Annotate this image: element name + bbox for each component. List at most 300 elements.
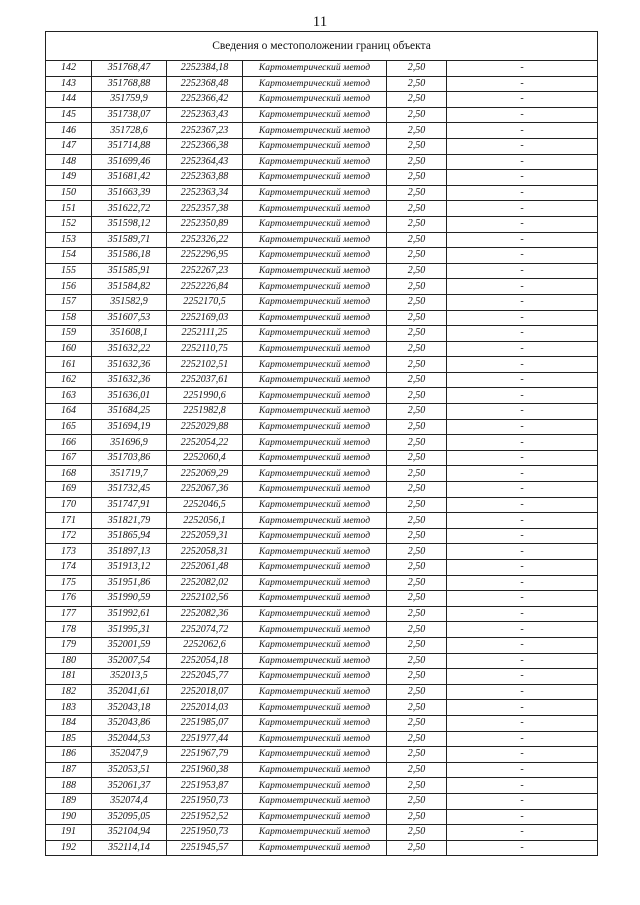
accuracy-cell: 2,50 [387, 310, 447, 326]
table-row [46, 637, 598, 653]
method-cell: Картометрический метод [243, 357, 387, 373]
table-row [46, 497, 598, 513]
table-row [46, 357, 598, 373]
x-coordinate-cell: 351738,07 [92, 107, 167, 123]
y-coordinate-cell: 2252059,31 [167, 528, 243, 544]
point-number-cell: 179 [46, 637, 92, 653]
accuracy-cell: 2,50 [387, 731, 447, 747]
x-coordinate-cell: 351608,1 [92, 326, 167, 342]
accuracy-cell: 2,50 [387, 528, 447, 544]
note-cell: - [447, 341, 598, 357]
method-cell: Картометрический метод [243, 544, 387, 560]
x-coordinate-cell: 352044,53 [92, 731, 167, 747]
point-number-cell: 183 [46, 700, 92, 716]
table-row [46, 591, 598, 607]
point-number-cell: 151 [46, 201, 92, 217]
x-coordinate-cell: 351995,31 [92, 622, 167, 638]
note-cell: - [447, 388, 598, 404]
x-coordinate-cell: 351897,13 [92, 544, 167, 560]
x-coordinate-cell: 351684,25 [92, 404, 167, 420]
method-cell: Картометрический метод [243, 138, 387, 154]
method-cell: Картометрический метод [243, 201, 387, 217]
x-coordinate-cell: 351768,88 [92, 76, 167, 92]
x-coordinate-cell: 351696,9 [92, 435, 167, 451]
accuracy-cell: 2,50 [387, 575, 447, 591]
accuracy-cell: 2,50 [387, 107, 447, 123]
note-cell: - [447, 450, 598, 466]
point-number-cell: 182 [46, 684, 92, 700]
table-row [46, 466, 598, 482]
note-cell: - [447, 294, 598, 310]
note-cell: - [447, 528, 598, 544]
method-cell: Картометрический метод [243, 263, 387, 279]
table-body [46, 61, 598, 856]
accuracy-cell: 2,50 [387, 809, 447, 825]
accuracy-cell: 2,50 [387, 279, 447, 295]
accuracy-cell: 2,50 [387, 840, 447, 856]
y-coordinate-cell: 2252045,77 [167, 669, 243, 685]
accuracy-cell: 2,50 [387, 185, 447, 201]
y-coordinate-cell: 2252054,22 [167, 435, 243, 451]
method-cell: Картометрический метод [243, 216, 387, 232]
note-cell: - [447, 201, 598, 217]
page-number: 11 [312, 14, 328, 30]
note-cell: - [447, 138, 598, 154]
method-cell: Картометрический метод [243, 388, 387, 404]
y-coordinate-cell: 2251982,8 [167, 404, 243, 420]
accuracy-cell: 2,50 [387, 669, 447, 685]
accuracy-cell: 2,50 [387, 778, 447, 794]
point-number-cell: 187 [46, 762, 92, 778]
table-row [46, 61, 598, 77]
y-coordinate-cell: 2252061,48 [167, 560, 243, 576]
method-cell: Картометрический метод [243, 61, 387, 77]
accuracy-cell: 2,50 [387, 482, 447, 498]
y-coordinate-cell: 2252060,4 [167, 450, 243, 466]
x-coordinate-cell: 351728,6 [92, 123, 167, 139]
x-coordinate-cell: 351632,22 [92, 341, 167, 357]
note-cell: - [447, 793, 598, 809]
method-cell: Картометрический метод [243, 248, 387, 264]
x-coordinate-cell: 351719,7 [92, 466, 167, 482]
note-cell: - [447, 263, 598, 279]
table-row [46, 216, 598, 232]
table-row [46, 123, 598, 139]
point-number-cell: 153 [46, 232, 92, 248]
method-cell: Картометрический метод [243, 825, 387, 841]
x-coordinate-cell: 351703,86 [92, 450, 167, 466]
y-coordinate-cell: 2252169,03 [167, 310, 243, 326]
point-number-cell: 148 [46, 154, 92, 170]
point-number-cell: 149 [46, 170, 92, 186]
x-coordinate-cell: 351663,39 [92, 185, 167, 201]
point-number-cell: 152 [46, 216, 92, 232]
table-row [46, 762, 598, 778]
accuracy-cell: 2,50 [387, 435, 447, 451]
y-coordinate-cell: 2252363,88 [167, 170, 243, 186]
point-number-cell: 143 [46, 76, 92, 92]
method-cell: Картометрический метод [243, 372, 387, 388]
x-coordinate-cell: 351589,71 [92, 232, 167, 248]
x-coordinate-cell: 351759,9 [92, 92, 167, 108]
x-coordinate-cell: 351681,42 [92, 170, 167, 186]
accuracy-cell: 2,50 [387, 61, 447, 77]
table-row [46, 185, 598, 201]
point-number-cell: 192 [46, 840, 92, 856]
y-coordinate-cell: 2252018,07 [167, 684, 243, 700]
accuracy-cell: 2,50 [387, 606, 447, 622]
point-number-cell: 159 [46, 326, 92, 342]
y-coordinate-cell: 2251985,07 [167, 715, 243, 731]
point-number-cell: 160 [46, 341, 92, 357]
accuracy-cell: 2,50 [387, 154, 447, 170]
table-row [46, 310, 598, 326]
point-number-cell: 184 [46, 715, 92, 731]
table-title: Сведения о местоположении границ объекта [46, 32, 598, 61]
point-number-cell: 171 [46, 513, 92, 529]
note-cell: - [447, 544, 598, 560]
y-coordinate-cell: 2252054,18 [167, 653, 243, 669]
table-row [46, 388, 598, 404]
x-coordinate-cell: 351636,01 [92, 388, 167, 404]
table-row [46, 731, 598, 747]
y-coordinate-cell: 2252058,31 [167, 544, 243, 560]
method-cell: Картометрический метод [243, 840, 387, 856]
table-row [46, 747, 598, 763]
note-cell: - [447, 825, 598, 841]
y-coordinate-cell: 2252367,23 [167, 123, 243, 139]
x-coordinate-cell: 352001,59 [92, 637, 167, 653]
x-coordinate-cell: 351865,94 [92, 528, 167, 544]
x-coordinate-cell: 352074,4 [92, 793, 167, 809]
point-number-cell: 166 [46, 435, 92, 451]
point-number-cell: 164 [46, 404, 92, 420]
table-row [46, 669, 598, 685]
table-row [46, 653, 598, 669]
method-cell: Картометрический метод [243, 419, 387, 435]
accuracy-cell: 2,50 [387, 653, 447, 669]
note-cell: - [447, 76, 598, 92]
point-number-cell: 175 [46, 575, 92, 591]
accuracy-cell: 2,50 [387, 170, 447, 186]
table-row [46, 232, 598, 248]
table-row [46, 419, 598, 435]
note-cell: - [447, 591, 598, 607]
accuracy-cell: 2,50 [387, 326, 447, 342]
accuracy-cell: 2,50 [387, 684, 447, 700]
accuracy-cell: 2,50 [387, 248, 447, 264]
method-cell: Картометрический метод [243, 435, 387, 451]
method-cell: Картометрический метод [243, 809, 387, 825]
x-coordinate-cell: 352095,05 [92, 809, 167, 825]
table-row [46, 793, 598, 809]
method-cell: Картометрический метод [243, 560, 387, 576]
point-number-cell: 154 [46, 248, 92, 264]
point-number-cell: 180 [46, 653, 92, 669]
point-number-cell: 189 [46, 793, 92, 809]
x-coordinate-cell: 351584,82 [92, 279, 167, 295]
accuracy-cell: 2,50 [387, 76, 447, 92]
note-cell: - [447, 715, 598, 731]
method-cell: Картометрический метод [243, 513, 387, 529]
note-cell: - [447, 61, 598, 77]
y-coordinate-cell: 2252082,02 [167, 575, 243, 591]
y-coordinate-cell: 2252296,95 [167, 248, 243, 264]
x-coordinate-cell: 352041,61 [92, 684, 167, 700]
point-number-cell: 178 [46, 622, 92, 638]
x-coordinate-cell: 352043,86 [92, 715, 167, 731]
note-cell: - [447, 575, 598, 591]
method-cell: Картометрический метод [243, 762, 387, 778]
y-coordinate-cell: 2252170,5 [167, 294, 243, 310]
y-coordinate-cell: 2252082,36 [167, 606, 243, 622]
accuracy-cell: 2,50 [387, 294, 447, 310]
method-cell: Картометрический метод [243, 170, 387, 186]
note-cell: - [447, 92, 598, 108]
method-cell: Картометрический метод [243, 715, 387, 731]
note-cell: - [447, 326, 598, 342]
note-cell: - [447, 279, 598, 295]
x-coordinate-cell: 352047,9 [92, 747, 167, 763]
accuracy-cell: 2,50 [387, 700, 447, 716]
y-coordinate-cell: 2252102,56 [167, 591, 243, 607]
method-cell: Картометрический метод [243, 669, 387, 685]
point-number-cell: 191 [46, 825, 92, 841]
table-row [46, 450, 598, 466]
note-cell: - [447, 840, 598, 856]
method-cell: Картометрический метод [243, 279, 387, 295]
method-cell: Картометрический метод [243, 450, 387, 466]
y-coordinate-cell: 2252029,88 [167, 419, 243, 435]
table-row [46, 606, 598, 622]
table-row [46, 154, 598, 170]
accuracy-cell: 2,50 [387, 232, 447, 248]
y-coordinate-cell: 2252056,1 [167, 513, 243, 529]
note-cell: - [447, 232, 598, 248]
y-coordinate-cell: 2252037,61 [167, 372, 243, 388]
note-cell: - [447, 372, 598, 388]
note-cell: - [447, 747, 598, 763]
table-row [46, 138, 598, 154]
accuracy-cell: 2,50 [387, 747, 447, 763]
note-cell: - [447, 357, 598, 373]
point-number-cell: 185 [46, 731, 92, 747]
point-number-cell: 173 [46, 544, 92, 560]
accuracy-cell: 2,50 [387, 357, 447, 373]
x-coordinate-cell: 351768,47 [92, 61, 167, 77]
y-coordinate-cell: 2251952,52 [167, 809, 243, 825]
method-cell: Картометрический метод [243, 622, 387, 638]
accuracy-cell: 2,50 [387, 404, 447, 420]
point-number-cell: 186 [46, 747, 92, 763]
x-coordinate-cell: 352043,18 [92, 700, 167, 716]
table-row [46, 372, 598, 388]
y-coordinate-cell: 2252326,22 [167, 232, 243, 248]
point-number-cell: 156 [46, 279, 92, 295]
note-cell: - [447, 216, 598, 232]
note-cell: - [447, 185, 598, 201]
accuracy-cell: 2,50 [387, 825, 447, 841]
boundary-coordinates-table [45, 31, 598, 856]
accuracy-cell: 2,50 [387, 622, 447, 638]
point-number-cell: 181 [46, 669, 92, 685]
x-coordinate-cell: 351747,91 [92, 497, 167, 513]
table-row [46, 294, 598, 310]
note-cell: - [447, 310, 598, 326]
x-coordinate-cell: 351598,12 [92, 216, 167, 232]
x-coordinate-cell: 351694,19 [92, 419, 167, 435]
y-coordinate-cell: 2252110,75 [167, 341, 243, 357]
point-number-cell: 168 [46, 466, 92, 482]
table-row [46, 528, 598, 544]
table-row [46, 684, 598, 700]
x-coordinate-cell: 351632,36 [92, 357, 167, 373]
note-cell: - [447, 669, 598, 685]
x-coordinate-cell: 351585,91 [92, 263, 167, 279]
point-number-cell: 162 [46, 372, 92, 388]
y-coordinate-cell: 2252366,42 [167, 92, 243, 108]
x-coordinate-cell: 352013,5 [92, 669, 167, 685]
method-cell: Картометрический метод [243, 154, 387, 170]
note-cell: - [447, 606, 598, 622]
table-row [46, 341, 598, 357]
accuracy-cell: 2,50 [387, 201, 447, 217]
note-cell: - [447, 466, 598, 482]
accuracy-cell: 2,50 [387, 762, 447, 778]
accuracy-cell: 2,50 [387, 216, 447, 232]
note-cell: - [447, 170, 598, 186]
note-cell: - [447, 482, 598, 498]
method-cell: Картометрический метод [243, 326, 387, 342]
method-cell: Картометрический метод [243, 341, 387, 357]
point-number-cell: 169 [46, 482, 92, 498]
x-coordinate-cell: 352061,37 [92, 778, 167, 794]
y-coordinate-cell: 2252014,03 [167, 700, 243, 716]
y-coordinate-cell: 2251953,87 [167, 778, 243, 794]
accuracy-cell: 2,50 [387, 263, 447, 279]
point-number-cell: 147 [46, 138, 92, 154]
note-cell: - [447, 248, 598, 264]
point-number-cell: 190 [46, 809, 92, 825]
method-cell: Картометрический метод [243, 684, 387, 700]
y-coordinate-cell: 2251950,73 [167, 825, 243, 841]
point-number-cell: 167 [46, 450, 92, 466]
table-row [46, 544, 598, 560]
method-cell: Картометрический метод [243, 637, 387, 653]
note-cell: - [447, 700, 598, 716]
method-cell: Картометрический метод [243, 731, 387, 747]
accuracy-cell: 2,50 [387, 419, 447, 435]
x-coordinate-cell: 351951,86 [92, 575, 167, 591]
x-coordinate-cell: 351913,12 [92, 560, 167, 576]
note-cell: - [447, 684, 598, 700]
accuracy-cell: 2,50 [387, 560, 447, 576]
y-coordinate-cell: 2252062,6 [167, 637, 243, 653]
table-row [46, 404, 598, 420]
accuracy-cell: 2,50 [387, 793, 447, 809]
x-coordinate-cell: 351699,46 [92, 154, 167, 170]
x-coordinate-cell: 351607,53 [92, 310, 167, 326]
method-cell: Картометрический метод [243, 404, 387, 420]
x-coordinate-cell: 351586,18 [92, 248, 167, 264]
y-coordinate-cell: 2252074,72 [167, 622, 243, 638]
note-cell: - [447, 435, 598, 451]
x-coordinate-cell: 352114,14 [92, 840, 167, 856]
y-coordinate-cell: 2252363,34 [167, 185, 243, 201]
point-number-cell: 188 [46, 778, 92, 794]
method-cell: Картометрический метод [243, 575, 387, 591]
method-cell: Картометрический метод [243, 793, 387, 809]
note-cell: - [447, 404, 598, 420]
point-number-cell: 146 [46, 123, 92, 139]
point-number-cell: 158 [46, 310, 92, 326]
table-row [46, 560, 598, 576]
y-coordinate-cell: 2252384,18 [167, 61, 243, 77]
point-number-cell: 142 [46, 61, 92, 77]
y-coordinate-cell: 2251990,6 [167, 388, 243, 404]
point-number-cell: 170 [46, 497, 92, 513]
accuracy-cell: 2,50 [387, 591, 447, 607]
y-coordinate-cell: 2252067,36 [167, 482, 243, 498]
y-coordinate-cell: 2252366,38 [167, 138, 243, 154]
method-cell: Картометрический метод [243, 606, 387, 622]
note-cell: - [447, 653, 598, 669]
point-number-cell: 177 [46, 606, 92, 622]
note-cell: - [447, 107, 598, 123]
method-cell: Картометрический метод [243, 747, 387, 763]
x-coordinate-cell: 351821,79 [92, 513, 167, 529]
method-cell: Картометрический метод [243, 497, 387, 513]
method-cell: Картометрический метод [243, 700, 387, 716]
table-row [46, 326, 598, 342]
y-coordinate-cell: 2252102,51 [167, 357, 243, 373]
y-coordinate-cell: 2252046,5 [167, 497, 243, 513]
note-cell: - [447, 622, 598, 638]
note-cell: - [447, 809, 598, 825]
table-row [46, 840, 598, 856]
y-coordinate-cell: 2252350,89 [167, 216, 243, 232]
accuracy-cell: 2,50 [387, 513, 447, 529]
table-row [46, 622, 598, 638]
note-cell: - [447, 497, 598, 513]
method-cell: Картометрический метод [243, 76, 387, 92]
note-cell: - [447, 154, 598, 170]
x-coordinate-cell: 352104,94 [92, 825, 167, 841]
table-row [46, 92, 598, 108]
y-coordinate-cell: 2251945,57 [167, 840, 243, 856]
x-coordinate-cell: 352053,51 [92, 762, 167, 778]
table-row [46, 778, 598, 794]
table-row [46, 248, 598, 264]
y-coordinate-cell: 2252111,25 [167, 326, 243, 342]
method-cell: Картометрический метод [243, 107, 387, 123]
point-number-cell: 174 [46, 560, 92, 576]
note-cell: - [447, 731, 598, 747]
table-row [46, 201, 598, 217]
method-cell: Картометрический метод [243, 482, 387, 498]
accuracy-cell: 2,50 [387, 138, 447, 154]
method-cell: Картометрический метод [243, 123, 387, 139]
table-row [46, 700, 598, 716]
accuracy-cell: 2,50 [387, 450, 447, 466]
accuracy-cell: 2,50 [387, 372, 447, 388]
accuracy-cell: 2,50 [387, 544, 447, 560]
note-cell: - [447, 560, 598, 576]
method-cell: Картометрический метод [243, 653, 387, 669]
table-row [46, 809, 598, 825]
table-row [46, 715, 598, 731]
method-cell: Картометрический метод [243, 310, 387, 326]
